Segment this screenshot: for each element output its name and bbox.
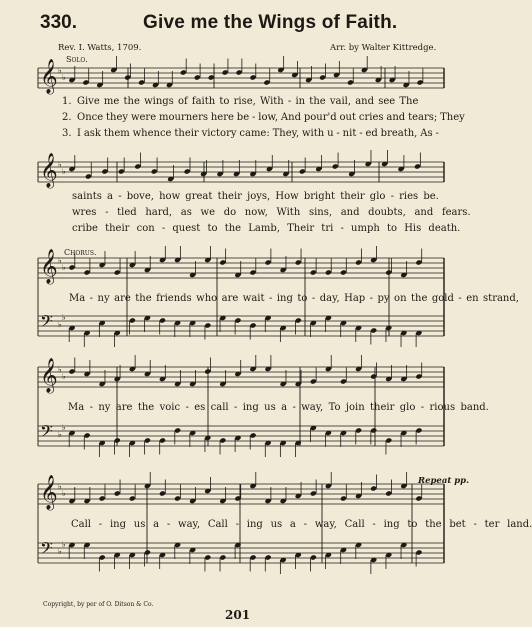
words-credit: Rev. I. Watts, 1709.	[58, 43, 142, 53]
flat-icon: ♭	[58, 547, 62, 556]
verse-number-3: 3.	[62, 128, 72, 139]
music-credit: Arr. by Walter Kittredge.	[330, 43, 437, 53]
verse-2-line-1: Once they were mourners here be - low, And pour'd out cries and tears; They	[77, 112, 465, 123]
hymn-number: 330.	[40, 12, 77, 33]
chorus-line-1: Ma - ny are the friends who are wait - ing to - day, Hap - py on the gold - en strand,	[69, 293, 519, 304]
verse-3-line-1: I ask them whence their victory came: They, with u - nit - ed breath, As -	[77, 128, 439, 139]
flat-icon: ♭	[58, 320, 62, 329]
verse-1-line-2: saints a - bove, how great their joys, How bright their glo - ries be.	[72, 191, 439, 202]
bass-clef-icon: 𝄢	[40, 311, 53, 335]
page-number: 201	[225, 608, 251, 622]
verse-2-line-2: wres - tled hard, as we do now, With sins, and doubts, and fears.	[72, 207, 471, 218]
bass-clef-icon: 𝄢	[40, 421, 53, 445]
treble-clef-icon: 𝄞	[40, 59, 58, 94]
verse-1-line-1: Give me the wings of faith to rise, With - in the vail, and see The	[77, 96, 419, 107]
flat-icon: ♭	[58, 160, 62, 169]
flat-icon: ♭	[62, 540, 66, 549]
flat-icon: ♭	[62, 423, 66, 432]
flat-icon: ♭	[58, 430, 62, 439]
repeat-pp-marking: Repeat pp.	[418, 476, 470, 486]
flat-icon: ♭	[62, 167, 66, 176]
verse-number-2: 2.	[62, 112, 72, 123]
flat-icon: ♭	[62, 73, 66, 82]
treble-clef-icon: 𝄞	[40, 475, 58, 510]
bass-clef-icon: 𝄢	[40, 538, 53, 562]
treble-clef-icon: 𝄞	[40, 153, 58, 188]
hymn-title: Give me the Wings of Faith.	[143, 12, 398, 33]
chorus-line-2: Ma - ny are the voic - es call - ing us a - way, To join their glo - rious band.	[68, 402, 489, 413]
flat-icon: ♭	[62, 263, 66, 272]
solo-label: Solo.	[66, 55, 88, 64]
flat-icon: ♭	[62, 313, 66, 322]
flat-icon: ♭	[62, 489, 66, 498]
flat-icon: ♭	[62, 372, 66, 381]
treble-clef-icon: 𝄞	[40, 249, 58, 284]
verse-3-line-2: cribe their con - quest to the Lamb, Their tri - umph to His death.	[72, 223, 461, 234]
treble-clef-icon: 𝄞	[40, 358, 58, 393]
flat-icon: ♭	[58, 66, 62, 75]
flat-icon: ♭	[58, 482, 62, 491]
chorus-line-3: Call - ing us a - way, Call - ing us a - way, Call - ing to the bet - ter land.	[71, 519, 532, 530]
copyright-notice: Copyright, by per of O. Ditson & Co.	[43, 601, 154, 608]
flat-icon: ♭	[58, 365, 62, 374]
verse-number-1: 1.	[62, 96, 72, 107]
chorus-label: Chorus.	[64, 248, 97, 257]
flat-icon: ♭	[58, 256, 62, 265]
